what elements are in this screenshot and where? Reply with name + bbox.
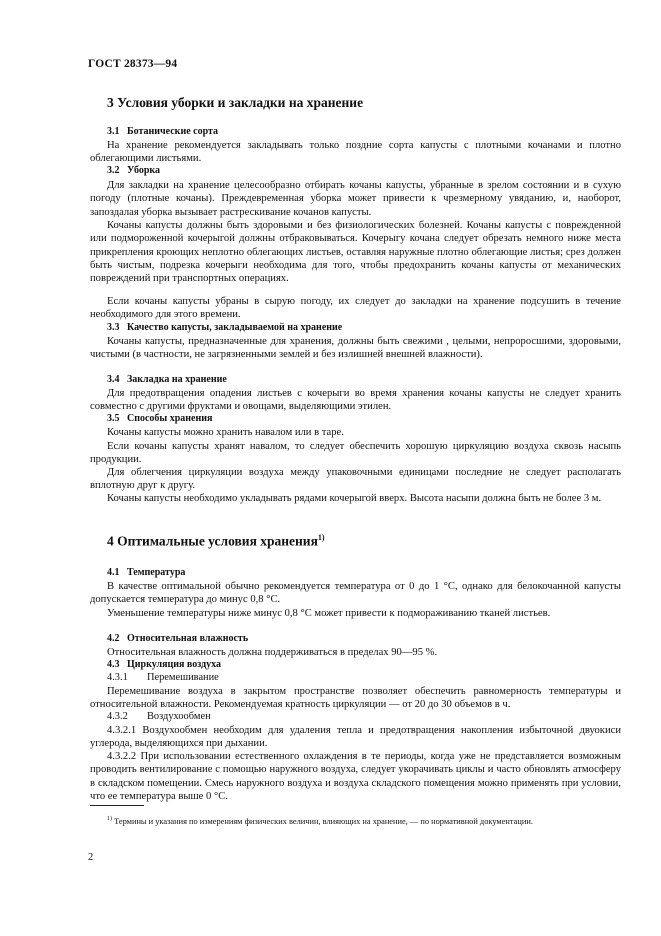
- document-header: ГОСТ 28373—94: [88, 58, 178, 70]
- subsection-number: 4.2: [107, 633, 120, 644]
- footnote-divider: [90, 805, 144, 806]
- paragraph: Для закладки на хранение целесообразно отбирать кочаны капусты, убранные в зрелом состоянии и в сухую погоду (плотные кочаны). Преждевременная уборка может привести к чрезмерному увяданию, и, наоборот, запоздалая уборка вызывает растрескивание кочанов капусты.: [90, 180, 621, 218]
- subsection-title: Уборка: [127, 165, 160, 176]
- paragraph: Если кочаны капусты хранят навалом, то следует обеспечить хорошую циркуляцию воздуха сквозь насыпь продукции.: [90, 441, 621, 466]
- subsection-number: 4.3.2: [107, 711, 128, 722]
- subsection-title: Перемешивание: [147, 672, 219, 683]
- subsection-3-5-heading: [107, 413, 212, 424]
- paragraph: Уменьшение температуры ниже минус 0,8 °С может привести к подмораживанию тканей листьев.: [107, 608, 551, 619]
- subsection-number: 4.1: [107, 567, 120, 578]
- subsection-4-3-1-heading: [107, 672, 219, 683]
- paragraph: 4.3.2.2 При использовании естественного охлаждения в те периоды, когда уже не представляется возможным проводить вентилирование с помощью наружного воздуха, следует укорачивать циклы и часто обновлять атмосферу в складском помещении. Смесь наружного воздуха и воздуха складского помещения можно применять при условии, что ее температура выше 0 °С.: [90, 751, 621, 802]
- subsection-4-2-heading: [107, 633, 248, 644]
- subsection-number: 3.1: [107, 126, 120, 137]
- subsection-number: 3.2: [107, 165, 120, 176]
- paragraph: Кочаны капусты можно хранить навалом или в таре.: [107, 427, 344, 438]
- subsection-title: Закладка на хранение: [127, 374, 227, 385]
- footnote: [90, 814, 621, 827]
- paragraph: Перемешивание воздуха в закрытом пространстве позволяет обеспечить равномерность температуры и относительной влажности. Рекомендуемая кратность циркуляции — от 20 до 30 объемов в ч.: [90, 686, 621, 711]
- subsection-3-4-heading: [107, 374, 227, 385]
- paragraph: 4.3.2.1 Воздухообмен необходим для удаления тепла и предотвращения накопления избыточной двуокиси углерода, выделяющихся при дыхании.: [90, 725, 621, 750]
- paragraph: Кочаны капусты необходимо укладывать рядами кочерыгой вверх. Высота насыпи должна быть не более 3 м.: [107, 493, 602, 504]
- paragraph: Кочаны капусты, предназначенные для хранения, должны быть свежими , целыми, непроросшими, здоровыми, чистыми (в частности, не загрязненными землей и без излишней внешней влажности).: [90, 336, 621, 361]
- paragraph: Для облегчения циркуляции воздуха между упаковочными единицами последние не следует располагать вплотную друг к другу.: [90, 467, 621, 492]
- paragraph: В качестве оптимальной обычно рекомендуется температура от 0 до 1 °С, однако для белокочанной капусты допускается температура до минус 0,8 °С.: [90, 581, 621, 606]
- subsection-3-1-heading: [107, 126, 218, 137]
- subsection-title: Способы хранения: [127, 413, 213, 424]
- paragraph: Если кочаны капусты убраны в сырую погоду, их следует до закладки на хранение подсушить в течение необходимого для этого времени.: [90, 296, 621, 321]
- subsection-title: Ботанические сорта: [127, 126, 219, 137]
- subsection-3-2-heading: [107, 165, 160, 176]
- subsection-number: 4.3: [107, 659, 120, 670]
- subsection-4-1-heading: [107, 567, 185, 578]
- section-4-title: [107, 533, 325, 550]
- subsection-title: Относительная влажность: [127, 633, 249, 644]
- subsection-number: 3.5: [107, 413, 120, 424]
- section-4-title-text: 4 Оптимальные условия хранения: [107, 533, 318, 549]
- paragraph: Для предотвращения опадения листьев с кочерыги во время хранения кочаны капусты не следует хранить совместно с другими фруктами и овощами, выделяющими этилен.: [90, 388, 621, 413]
- footnote-reference: 1): [317, 533, 325, 542]
- footnote-text: Термины и указания по измерениям физических величин, влияющих на хранение, — по нормативной документации.: [114, 816, 533, 826]
- subsection-title: Температура: [127, 567, 186, 578]
- subsection-3-3-heading: [107, 322, 342, 333]
- subsection-number: 3.4: [107, 374, 120, 385]
- paragraph: Относительная влажность должна поддерживаться в пределах 90—95 %.: [107, 647, 438, 658]
- page-number: 2: [88, 852, 94, 863]
- subsection-number: 3.3: [107, 322, 120, 333]
- paragraph: На хранение рекомендуется закладывать только поздние сорта капусты с плотными кочанами и плотно облегающими листьями.: [90, 140, 621, 165]
- subsection-4-3-2-heading: [107, 711, 211, 722]
- subsection-title: Циркуляция воздуха: [127, 659, 222, 670]
- section-3-title: 3 Условия уборки и закладки на хранение: [107, 95, 364, 110]
- subsection-4-3-heading: [107, 659, 221, 670]
- paragraph: Кочаны капусты должны быть здоровыми и без физиологических болезней. Кочаны капусты с поврежденной или подмороженной кочерыгой должны отбраковываться. Кочерыгу кочана следует обрезать немного ниже места прикрепления кроющих неплотно облегающих листьев, оставляя наружные плотно облегающие листья; срез должен быть чистым, подрезка кочерыги необходима для того, чтобы предохранить кочаны капусты от механических повреждений при транспортных операциях.: [90, 220, 621, 285]
- subsection-title: Качество капусты, закладываемой на хранение: [127, 322, 343, 333]
- footnote-mark: 1): [107, 816, 112, 822]
- subsection-number: 4.3.1: [107, 672, 128, 683]
- subsection-title: Воздухообмен: [147, 711, 211, 722]
